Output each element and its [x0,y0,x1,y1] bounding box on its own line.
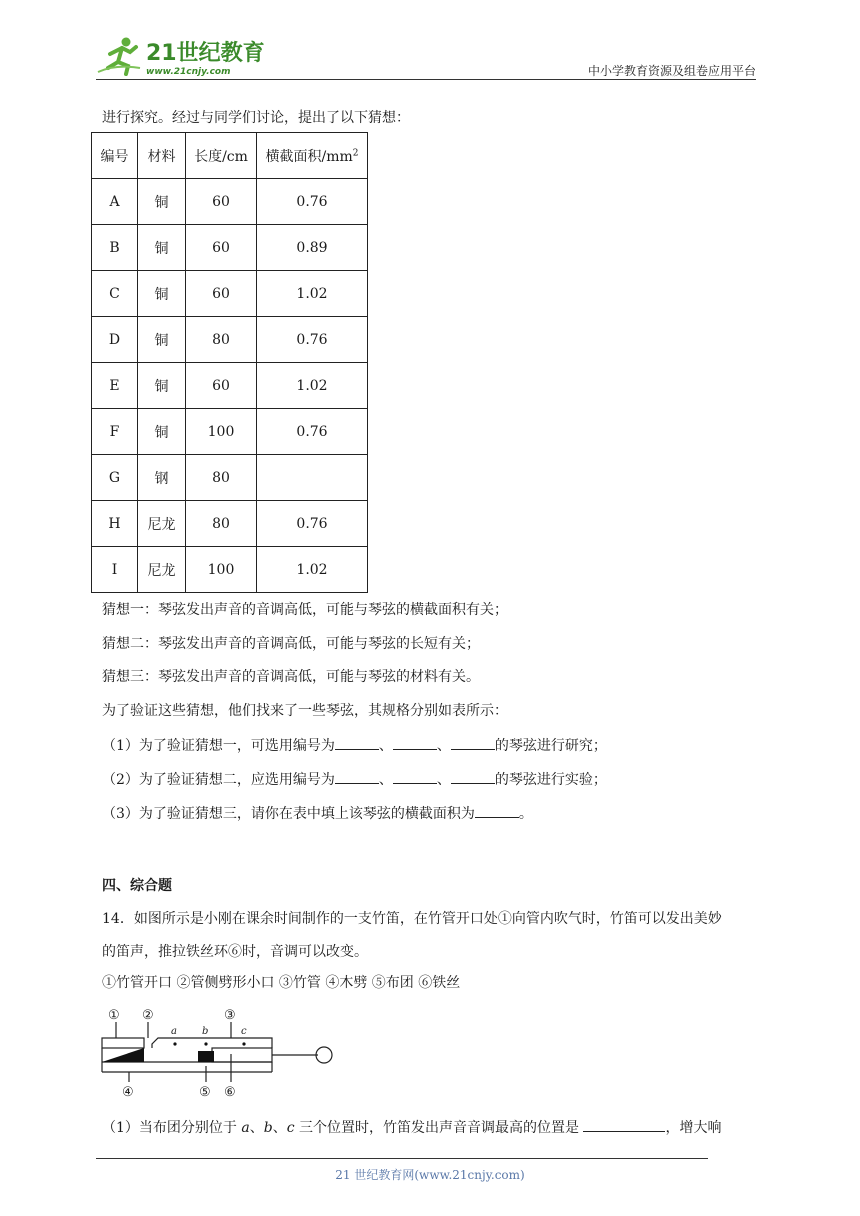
cell-area: 0.76 [257,501,368,547]
cell-id: H [92,501,138,547]
footer-text: 21 世纪教育网(www.21cnjy.com) [335,1168,525,1182]
label-6: ⑥ [224,1085,236,1100]
question-2-suffix: 的琴弦进行实验； [494,772,607,788]
separator: 、 [378,738,393,754]
sub1-prefix: （1）当布团分别位于 [102,1120,237,1136]
cell-material: 尼龙 [138,547,186,593]
cell-id: D [92,317,138,363]
answer-blank[interactable] [393,769,437,784]
cell-id: F [92,409,138,455]
cell-length: 60 [186,271,257,317]
answer-blank[interactable] [451,735,495,750]
q14-parts-list: ①竹管开口 ②管侧劈形小口 ③竹管 ④木劈 ⑤布团 ⑥铁丝 [102,975,461,991]
separator: 、 [436,738,451,754]
verify-intro: 为了验证这些猜想，他们找来了一些琴弦，其规格分别如表所示： [102,703,508,719]
cell-area: 0.89 [257,225,368,271]
section-title: 四、综合题 [102,878,172,894]
q14-sub-1: （1）当布团分别位于 a、b、c 三个位置时，竹笛发出声音音调最高的位置是 ，增大响 [102,1117,721,1137]
guess-1: 猜想一：琴弦发出声音的音调高低，可能与琴弦的横截面积有关； [102,602,508,618]
sub1-suffix: ，增大响 [665,1120,722,1136]
header-area [257,133,368,179]
question-2-prefix: （2）为了验证猜想二，应选用编号为 [102,772,335,788]
cell-area-blank[interactable] [257,455,368,501]
table-row [92,179,368,225]
guess-3: 猜想三：琴弦发出声音的音调高低，可能与琴弦的材料有关。 [102,669,480,685]
cell-id: E [92,363,138,409]
cell-area: 0.76 [257,179,368,225]
cell-length: 100 [186,409,257,455]
cell-area: 1.02 [257,547,368,593]
table-row [92,547,368,593]
cell-id: B [92,225,138,271]
bamboo-flute-diagram [96,1002,346,1102]
label-5: ⑤ [199,1085,211,1100]
string-spec-table [91,132,368,593]
header-area-label: 横截面积/mm [265,148,353,165]
cell-length: 80 [186,455,257,501]
cell-area: 0.76 [257,317,368,363]
sub1-mid: 三个位置时，竹笛发出声音音调最高的位置是 [299,1120,579,1136]
table-row [92,409,368,455]
table-row [92,363,368,409]
question-3 [102,803,533,823]
label-3: ③ [224,1008,236,1023]
cell-id: I [92,547,138,593]
table-row [92,271,368,317]
header-length: 长度/cm [186,133,257,179]
cell-area: 1.02 [257,363,368,409]
table-row [92,455,368,501]
cell-id: A [92,179,138,225]
cell-material: 铜 [138,225,186,271]
cell-material: 铜 [138,317,186,363]
header-material: 材料 [138,133,186,179]
question-1 [102,735,607,755]
runner-icon [98,38,140,75]
answer-blank[interactable] [475,803,519,818]
cell-material: 钢 [138,455,186,501]
separator: 、 [436,772,451,788]
header-divider [96,79,756,80]
label-4: ④ [122,1085,134,1100]
guess-2: 猜想二：琴弦发出声音的音调高低，可能与琴弦的长短有关； [102,636,480,652]
logo-url: www.21cnjy.com [146,67,231,77]
cell-material: 铜 [138,363,186,409]
question-2 [102,769,607,789]
cell-area: 1.02 [257,271,368,317]
table-row [92,317,368,363]
cell-length: 80 [186,317,257,363]
label-2: ② [142,1008,154,1023]
answer-blank[interactable] [583,1117,665,1132]
footer-divider [96,1158,708,1159]
q14-line-2: 的笛声，推拉铁丝环⑥时，音调可以改变。 [102,944,368,960]
question-3-prefix: （3）为了验证猜想三，请你在表中填上该琴弦的横截面积为 [102,806,475,822]
question-1-prefix: （1）为了验证猜想一，可选用编号为 [102,738,335,754]
cell-material: 尼龙 [138,501,186,547]
question-1-suffix: 的琴弦进行研究； [494,738,607,754]
cell-length: 60 [186,225,257,271]
label-c: c [241,1026,247,1037]
table-header-row [92,133,368,179]
cell-material: 铜 [138,409,186,455]
label-1: ① [108,1008,120,1023]
answer-blank[interactable] [335,735,379,750]
answer-blank[interactable] [451,769,495,784]
pos-c: c [286,1120,295,1136]
header-area-exponent: 2 [352,147,359,158]
q14-line-1: 14．如图所示是小刚在课余时间制作的一支竹笛，在竹管开口处①向管内吹气时，竹笛可以发出美妙 [102,911,722,927]
cell-material: 铜 [138,179,186,225]
cell-area: 0.76 [257,409,368,455]
cloth-plug [198,1051,214,1062]
separator: 、 [378,772,393,788]
label-a: a [171,1026,177,1037]
cell-length: 80 [186,501,257,547]
logo-text: 21世纪教育 [146,41,265,66]
intro-text: 进行探究。经过与同学们讨论，提出了以下猜想： [102,110,410,126]
table-row [92,501,368,547]
cell-id: C [92,271,138,317]
cell-id: G [92,455,138,501]
logo [96,34,276,78]
cell-length: 60 [186,179,257,225]
question-3-suffix: 。 [518,806,533,822]
table-row [92,225,368,271]
cell-length: 100 [186,547,257,593]
wooden-wedge [102,1048,144,1062]
answer-blank[interactable] [393,735,437,750]
cell-material: 铜 [138,271,186,317]
page-header [96,30,756,80]
label-b: b [202,1026,209,1037]
cell-length: 60 [186,363,257,409]
pos-a: a [241,1120,250,1136]
header-platform-text: 中小学教育资源及组卷应用平台 [587,64,756,78]
header-id: 编号 [92,133,138,179]
pos-b: b [263,1120,273,1136]
answer-blank[interactable] [335,769,379,784]
